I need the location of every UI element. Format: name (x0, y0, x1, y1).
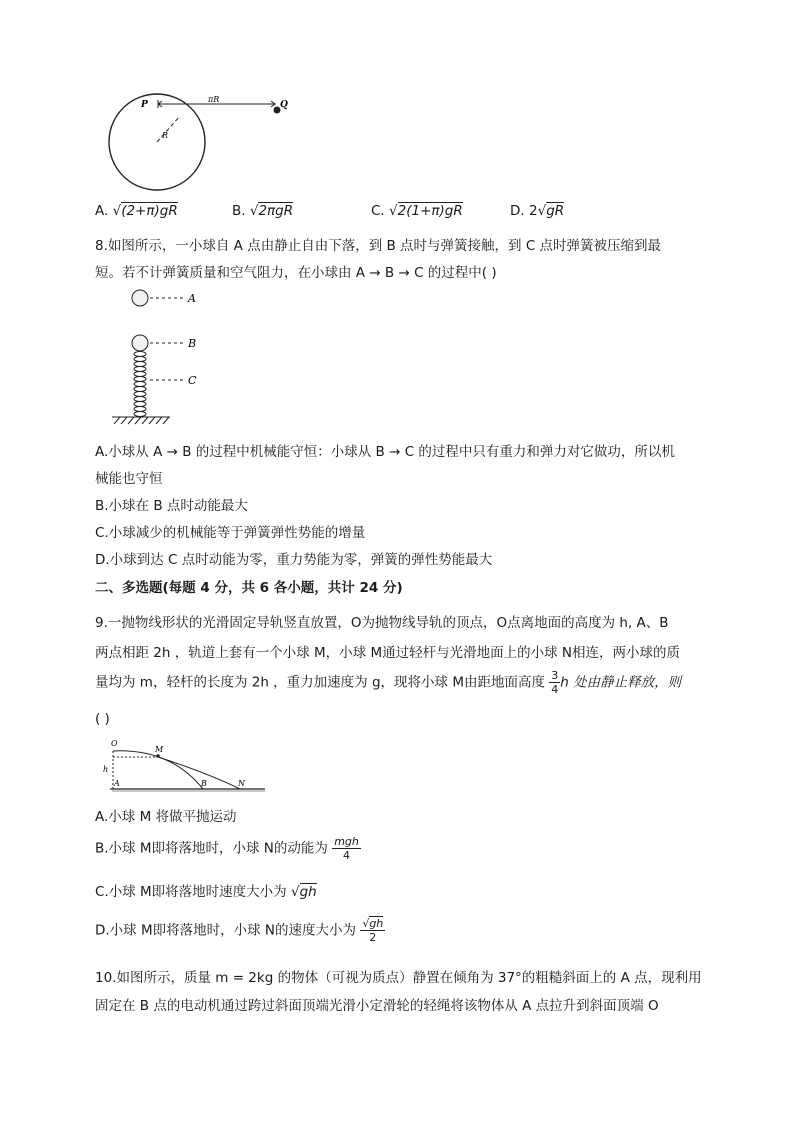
label-q: Q (280, 100, 288, 110)
svg-text:B: B (201, 779, 207, 788)
q9-option-d: D.小球 M即将落地时，小球 N的速度大小为 $\frac{√gh}{2}$ (95, 917, 384, 944)
q9-option-c: C.小球 M即将落地时速度大小为 √gh (95, 884, 317, 900)
q8-stem-line1: 8.如图所示，一小球自 A 点由静止自由下落，到 B 点时与弹簧接触，到 C 点时弹簧被压缩到最 (95, 238, 662, 254)
q9-option-b: B.小球 M即将落地时，小球 N的动能为 $\frac{\text{mgh}}{4}$ (95, 835, 359, 862)
sqrt-symbol: √(2+π)gR (112, 203, 178, 219)
ground-hatch (112, 417, 170, 424)
q9-track-figure (100, 734, 270, 794)
q9-stem-line1: 9.一抛物线形状的光滑固定导轨竖直放置，O为抛物线导轨的顶点，O点离地面的高度为 h, A、B (95, 615, 669, 631)
spring-coil (134, 352, 146, 417)
label-pir: πR (208, 95, 220, 104)
q7-option-c: C. √2(1+π)gR (371, 203, 463, 219)
radius-dashed-line (157, 116, 180, 142)
q8-option-a-line1: A.小球从 A → B 的过程中机械能守恒：小球从 B → C 的过程中只有重力和弹力对它做功，所以机 (95, 444, 675, 460)
svg-text:h: h (103, 765, 109, 774)
q10-stem-line2: 固定在 B 点的电动机通过跨过斜面顶端光滑小定滑轮的轻绳将该物体从 A 点拉升到斜面顶端 O (95, 998, 659, 1014)
q9-stem-line2: 两点相距 2h ，轨道上套有一个小球 M，小球 M通过轻杆与光滑地面上的小球 N相连，两小球的质 (95, 645, 680, 661)
q7-option-b: B. √2πgR (232, 203, 294, 219)
q9-stem-line3: 量均为 m，轻杆的长度为 2h ，重力加速度为 g，现将小球 M由距地面高度 $\frac{3}{4}$ h 处由静止释放，则 (95, 669, 682, 696)
svg-text:N: N (238, 779, 245, 788)
svg-text:B: B (188, 337, 197, 350)
q8-option-d: D.小球到达 C 点时动能为零，重力势能为零，弹簧的弹性势能最大 (95, 552, 493, 568)
q8-spring-figure (110, 286, 220, 426)
svg-text:M: M (155, 745, 164, 754)
q10-stem-line1: 10.如图所示，质量 m = 2kg 的物体（可视为质点）静置在倾角为 37°的粗糙斜面上的 A 点，现利用 (95, 970, 702, 986)
section-title: 二、多选题(每题 4 分，共 6 各小题，共计 24 分) (95, 580, 403, 596)
q9-option-a: A.小球 M 将做平抛运动 (95, 809, 237, 825)
svg-text:C: C (188, 374, 197, 387)
q7-circle-figure (100, 92, 300, 192)
q9-stem-line4: ( ) (95, 711, 110, 727)
label-p: P (141, 100, 148, 110)
fraction: $\frac{3}{4}$ (551, 669, 559, 696)
q7-option-a: A. √(2+π)gR (95, 203, 178, 219)
q8-option-a-line2: 械能也守恒 (95, 471, 163, 487)
svg-text:A: A (114, 779, 120, 788)
ball-at-b (132, 335, 148, 351)
q8-stem-line2: 短。若不计弹簧质量和空气阻力，在小球由 A → B → C 的过程中( ) (95, 265, 497, 281)
svg-text:O: O (111, 739, 118, 748)
q8-option-b: B.小球在 B 点时动能最大 (95, 498, 248, 514)
q8-option-c: C.小球减少的机械能等于弹簧弹性势能的增量 (95, 525, 366, 541)
svg-text:A: A (188, 292, 196, 305)
label-r: R (162, 131, 169, 140)
q7-option-d: D. 2√gR (510, 203, 565, 219)
ball-at-a (132, 290, 148, 306)
